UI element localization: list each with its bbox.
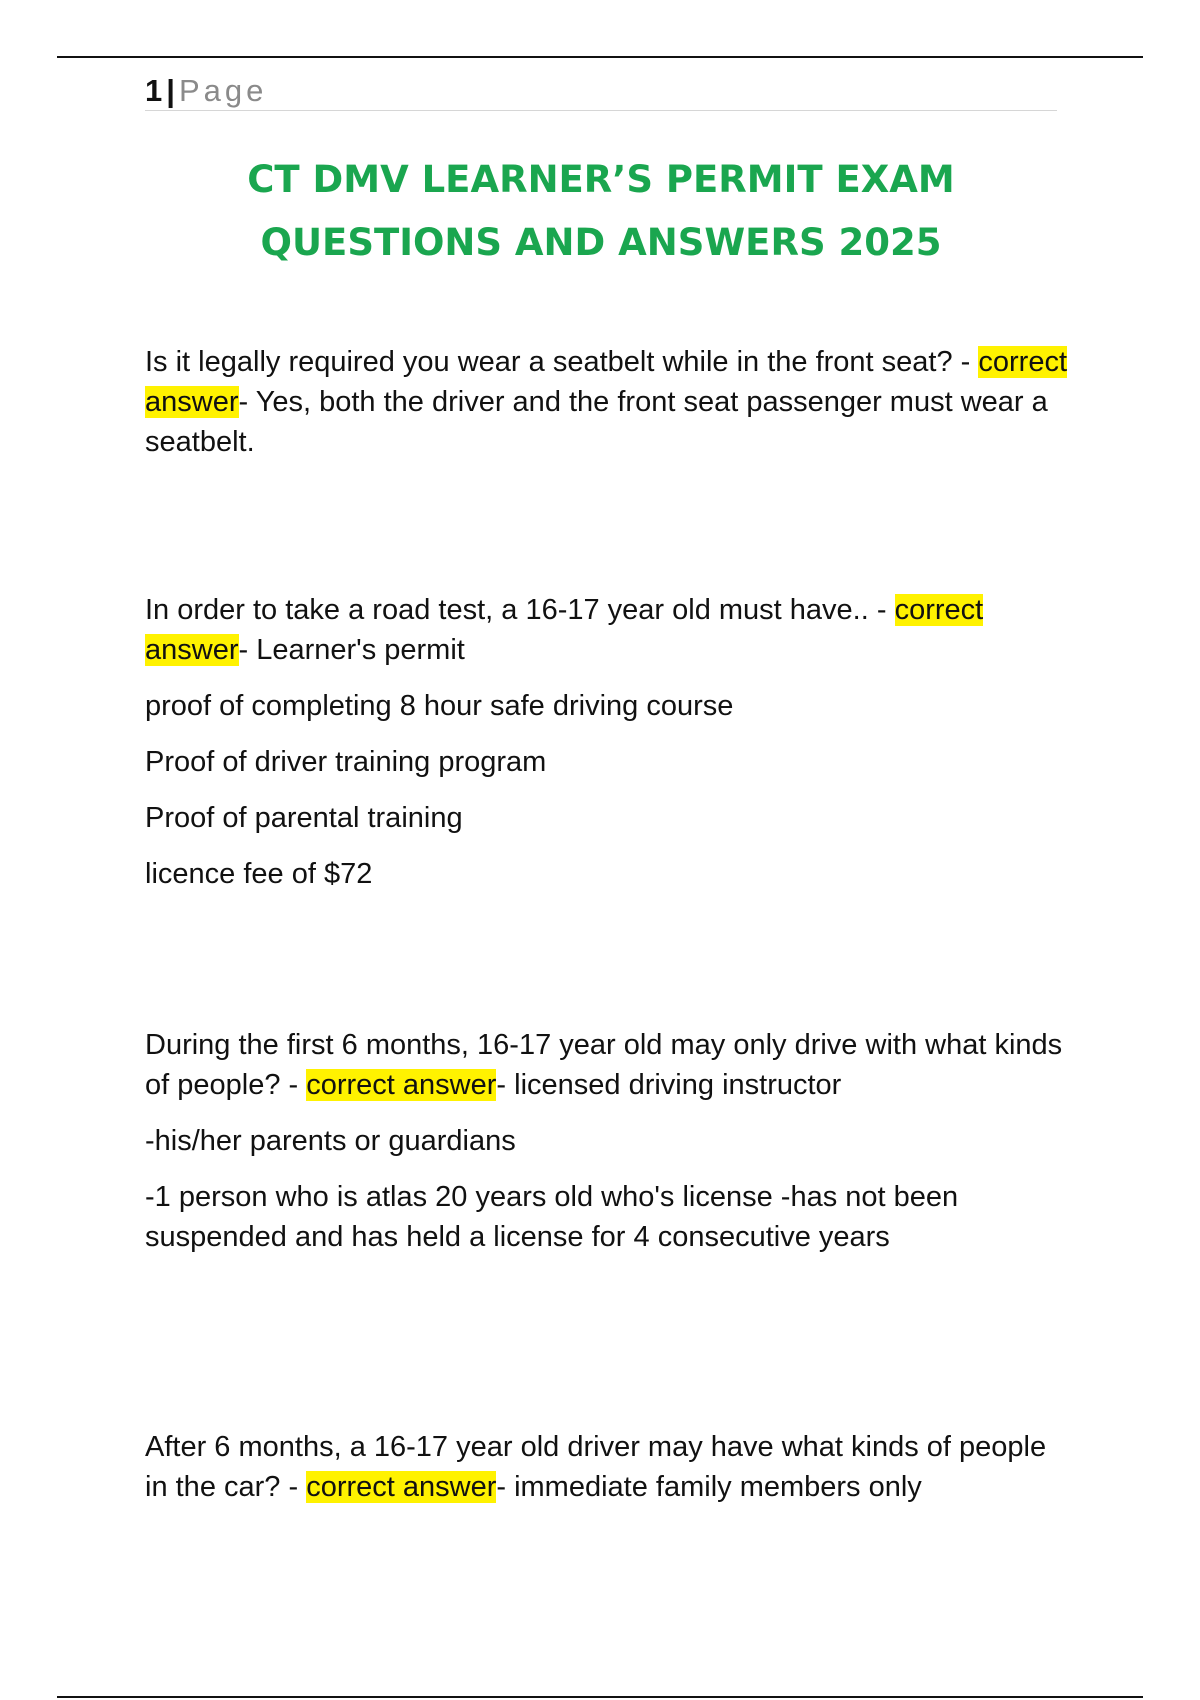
question-text <box>145 1427 1075 1507</box>
answer-line: licence fee of $72 <box>145 858 373 890</box>
page-separator: | <box>166 73 175 108</box>
question: During the first 6 months, 16-17 year old may only drive with what kinds of people? - <box>145 1029 1063 1101</box>
question-text <box>145 590 1075 670</box>
correct-answer-label: correct answer <box>145 346 1068 418</box>
answer: - Learner's permit <box>238 634 465 666</box>
bottom-rule <box>57 1696 1143 1698</box>
answer-line: proof of completing 8 hour safe driving course <box>145 690 734 722</box>
answer-line: Proof of driver training program <box>145 746 547 778</box>
answer: - licensed driving instructor <box>496 1069 842 1101</box>
question: In order to take a road test, a 16-17 year old must have.. - <box>145 594 895 626</box>
qa-item-4 <box>145 1427 1075 1507</box>
correct-answer-label: correct answer <box>306 1471 497 1503</box>
page-number: 1 <box>145 73 163 108</box>
page-label: Page <box>178 73 268 108</box>
title-line-2: QUESTIONS AND ANSWERS 2025 <box>260 221 942 264</box>
qa-item-2 <box>145 590 1075 894</box>
qa-item-1 <box>145 342 1075 462</box>
answer-line: -his/her parents or guardians <box>145 1125 516 1157</box>
answer-line: Proof of parental training <box>145 802 463 834</box>
qa-item-3 <box>145 1025 1075 1257</box>
question-text <box>145 342 1075 462</box>
answer-line: -1 person who is atlas 20 years old who's license -has not been suspended and has held a license for 4 consecutive years <box>145 1181 959 1253</box>
correct-answer-label: correct answer <box>145 594 984 666</box>
title-line-1: CT DMV LEARNER’S PERMIT EXAM <box>247 158 955 201</box>
correct-answer-label: correct answer <box>306 1069 497 1101</box>
answer: - immediate family members only <box>496 1471 922 1503</box>
question: Is it legally required you wear a seatbelt while in the front seat? - <box>145 346 979 378</box>
document-title <box>145 148 1057 274</box>
top-rule <box>57 56 1143 58</box>
question: After 6 months, a 16-17 year old driver may have what kinds of people in the car? - <box>145 1431 1047 1503</box>
page-header <box>145 72 1057 111</box>
answer: - Yes, both the driver and the front seat passenger must wear a seatbelt. <box>145 386 1048 458</box>
question-text <box>145 1025 1075 1105</box>
